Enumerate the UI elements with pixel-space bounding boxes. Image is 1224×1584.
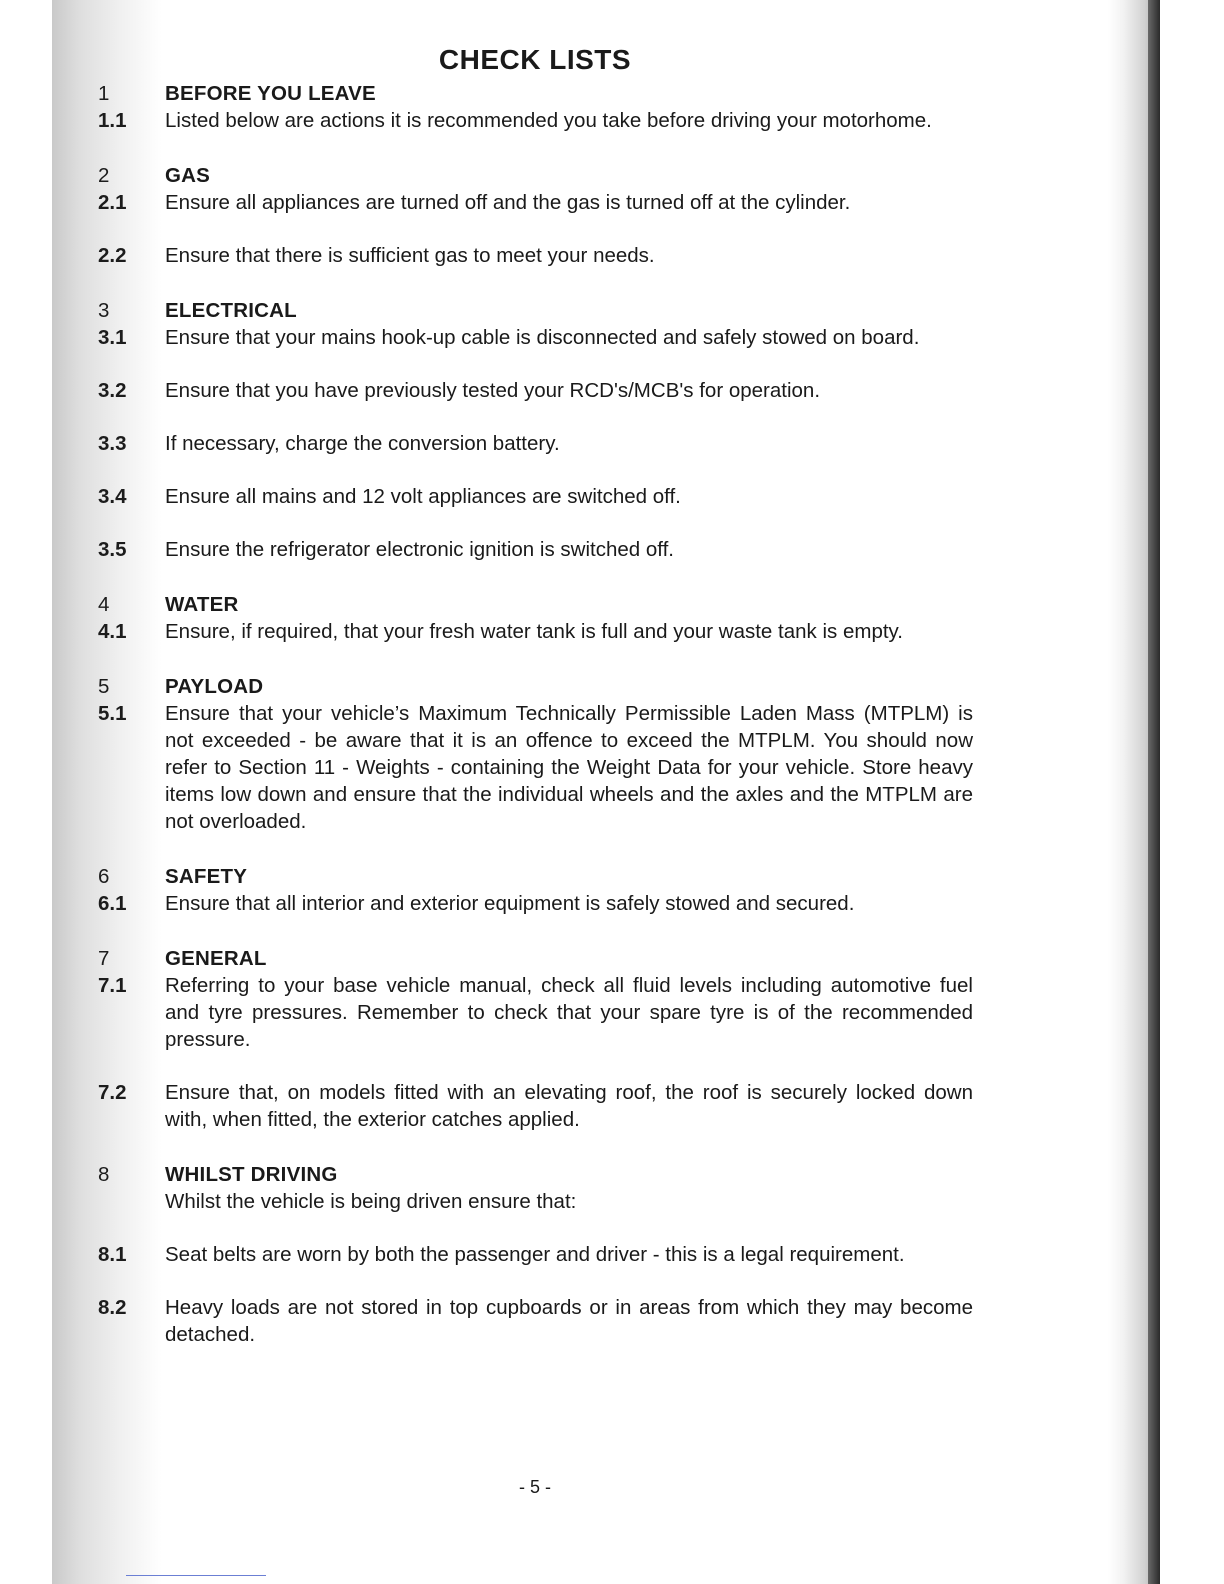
section-number: 6	[98, 865, 110, 888]
section-heading	[98, 863, 973, 890]
intro-text: Whilst the vehicle is being driven ensure that:	[165, 1190, 577, 1213]
checklist-body	[98, 80, 973, 1348]
item-text: Referring to your base vehicle manual, check all fluid levels including automotive fuel and tyre pressures. Remember to check that your spare tyre is of the recommended pressure.	[165, 974, 973, 1051]
item-text: Ensure that there is sufficient gas to meet your needs.	[165, 244, 655, 267]
section-number: 4	[98, 593, 110, 616]
checklist-item	[98, 618, 973, 645]
item-text: Ensure the refrigerator electronic ignition is switched off.	[165, 538, 674, 561]
section-water	[98, 591, 973, 645]
section-heading	[98, 162, 973, 189]
item-text: Ensure that you have previously tested your RCD's/MCB's for operation.	[165, 379, 821, 402]
item-number: 6.1	[98, 892, 127, 915]
scan-margin-left	[0, 0, 52, 1584]
item-number: 1.1	[98, 109, 127, 132]
item-number: 3.3	[98, 432, 127, 455]
scan-artifact-line	[126, 1575, 266, 1576]
item-number: 2.2	[98, 244, 127, 267]
section-electrical	[98, 297, 973, 563]
item-text: Ensure all appliances are turned off and the gas is turned off at the cylinder.	[165, 191, 851, 214]
item-number: 7.1	[98, 974, 127, 997]
section-title: ELECTRICAL	[165, 299, 297, 322]
item-number: 8.1	[98, 1243, 127, 1266]
section-heading	[98, 673, 973, 700]
item-text: Ensure that, on models fitted with an elevating roof, the roof is securely locked down with, when fitted, the exterior catches applied.	[165, 1081, 973, 1131]
section-whilst-driving	[98, 1161, 973, 1348]
section-title: WATER	[165, 593, 239, 616]
checklist-item	[98, 1241, 973, 1268]
section-heading	[98, 297, 973, 324]
item-number: 7.2	[98, 1081, 127, 1104]
checklist-item	[98, 536, 973, 563]
checklist-item	[98, 189, 973, 216]
section-number: 8	[98, 1163, 110, 1186]
section-safety	[98, 863, 973, 917]
section-heading	[98, 1161, 973, 1188]
section-heading	[98, 80, 973, 107]
checklist-item	[98, 107, 973, 134]
section-intro	[98, 1188, 973, 1215]
section-number: 7	[98, 947, 110, 970]
section-number: 3	[98, 299, 110, 322]
item-text: Listed below are actions it is recommended you take before driving your motorhome.	[165, 109, 932, 132]
section-title: PAYLOAD	[165, 675, 264, 698]
item-number: 5.1	[98, 702, 127, 725]
section-heading	[98, 945, 973, 972]
scan-margin-right	[1160, 0, 1224, 1584]
section-title: SAFETY	[165, 865, 248, 888]
item-text: Heavy loads are not stored in top cupboards or in areas from which they may become detached.	[165, 1296, 973, 1346]
checklist-item	[98, 324, 973, 351]
section-title: GENERAL	[165, 947, 267, 970]
section-title: WHILST DRIVING	[165, 1163, 338, 1186]
page-number: - 5 -	[518, 1477, 551, 1497]
checklist-item	[98, 377, 973, 404]
checklist-item	[98, 972, 973, 1053]
item-number: 4.1	[98, 620, 127, 643]
checklist-item	[98, 430, 973, 457]
item-number: 3.5	[98, 538, 127, 561]
scan-page-edge	[1148, 0, 1160, 1584]
section-number: 5	[98, 675, 110, 698]
item-number: 2.1	[98, 191, 127, 214]
checklist-item	[98, 242, 973, 269]
checklist-item	[98, 700, 973, 835]
item-text: Ensure that your mains hook-up cable is disconnected and safely stowed on board.	[165, 326, 920, 349]
section-title: BEFORE YOU LEAVE	[165, 82, 376, 105]
section-before-you-leave	[98, 80, 973, 134]
item-number: 3.4	[98, 485, 127, 508]
item-number: 8.2	[98, 1296, 127, 1319]
section-gas	[98, 162, 973, 269]
section-number: 1	[98, 82, 110, 105]
checklist-item	[98, 1294, 973, 1348]
checklist-item	[98, 890, 973, 917]
item-text: Ensure that all interior and exterior equipment is safely stowed and secured.	[165, 892, 855, 915]
checklist-item	[98, 483, 973, 510]
item-text: Ensure all mains and 12 volt appliances are switched off.	[165, 485, 681, 508]
checklist-item	[98, 1079, 973, 1133]
item-text: Ensure that your vehicle’s Maximum Technically Permissible Laden Mass (MTPLM) is not exceeded - be aware that it is an offence to exceed the MTPLM. You should now refer to Section 11 - Weights - containing the Weight Data for your vehicle. Store heavy items low down and ensure that the individual wheels and the axles and the MTPLM are not overloaded.	[165, 702, 973, 833]
section-payload	[98, 673, 973, 835]
page-title: CHECK LISTS	[438, 44, 632, 75]
item-number: 3.2	[98, 379, 127, 402]
section-number: 2	[98, 164, 110, 187]
item-text: Ensure, if required, that your fresh water tank is full and your waste tank is empty.	[165, 620, 903, 643]
item-number: 3.1	[98, 326, 127, 349]
section-title: GAS	[165, 164, 211, 187]
item-text: Seat belts are worn by both the passenger and driver - this is a legal requirement.	[165, 1243, 905, 1266]
section-heading	[98, 591, 973, 618]
item-text: If necessary, charge the conversion battery.	[165, 432, 560, 455]
section-general	[98, 945, 973, 1133]
